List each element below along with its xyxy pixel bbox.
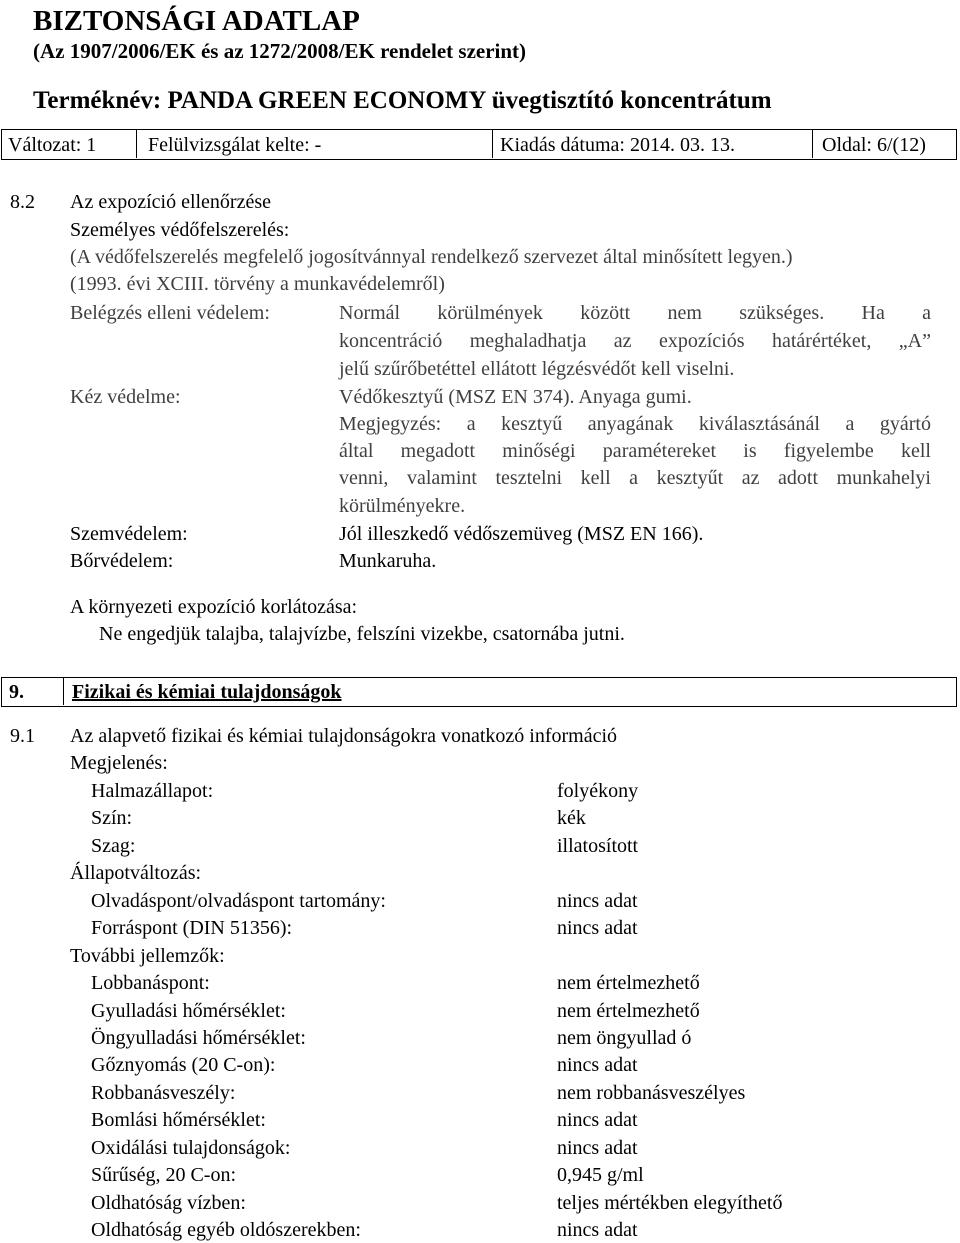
property-value: nem öngyullad ó (557, 1027, 692, 1049)
respiratory-label: Belégzés elleni védelem: (70, 302, 270, 324)
environmental-exposure-text: Ne engedjük talajba, talajvízbe, felszíni vizekbe, csatornába jutni. (99, 623, 625, 645)
divider (812, 130, 813, 158)
property-label: Lobbanáspont: (91, 972, 210, 994)
divider (136, 130, 137, 158)
eye-protection-text: Jól illeszkedő védőszemüveg (MSZ EN 166). (339, 523, 704, 545)
property-value: 0,945 g/ml (557, 1164, 644, 1186)
skin-protection-text: Munkaruha. (339, 550, 437, 572)
property-value: illatosított (557, 835, 639, 857)
state-change-heading: Állapotváltozás: (70, 862, 202, 884)
appearance-heading: Megjelenés: (70, 752, 168, 774)
document-title: BIZTONSÁGI ADATLAP (33, 5, 360, 37)
section-number: 8.2 (10, 191, 35, 213)
hand-protection-note: által megadott minőségi paramétereket is figyelembe kell (339, 440, 931, 462)
property-value: nem robbanásveszélyes (557, 1082, 746, 1104)
subsection-heading: Az alapvető fizikai és kémiai tulajdonságokra vonatkozó információ (70, 725, 618, 747)
property-label: Oldhatóság vízben: (91, 1192, 246, 1214)
further-properties-heading: További jellemzők: (70, 945, 225, 967)
skin-protection-label: Bőrvédelem: (70, 550, 174, 572)
respiratory-text: Normál körülmények között nem szükséges. Ha a (339, 302, 931, 324)
property-label: Halmazállapot: (91, 780, 214, 802)
section-heading: Az expozíció ellenőrzése (70, 191, 272, 213)
hand-protection-note: venni, valamint tesztelni kell a kesztyűt az adott munkahelyi (339, 467, 931, 489)
property-label: Gyulladási hőmérséklet: (91, 1000, 286, 1022)
hand-protection-note: körülményekre. (339, 495, 466, 517)
property-label: Olvadáspont/olvadáspont tartomány: (91, 890, 386, 912)
property-label: Gőznyomás (20 C-on): (91, 1054, 276, 1076)
property-value: nincs adat (557, 1137, 638, 1159)
property-value: nincs adat (557, 1109, 638, 1131)
property-value: nem értelmezhető (557, 972, 700, 994)
property-value: folyékony (557, 780, 639, 802)
issue-date: Kiadás dátuma: 2014. 03. 13. (500, 134, 735, 156)
version-label: Változat: 1 (8, 134, 97, 156)
eye-protection-label: Szemvédelem: (70, 523, 188, 545)
property-label: Szag: (91, 835, 136, 857)
regulation-subtitle: (Az 1907/2006/EK és az 1272/2008/EK rendelet szerint) (33, 39, 527, 63)
hand-protection-note: Megjegyzés: a kesztyű anyagának kiválasztásánál a gyártó (339, 413, 931, 435)
property-value: nincs adat (557, 1219, 638, 1241)
section-title: Fizikai és kémiai tulajdonságok (72, 681, 342, 703)
respiratory-text: koncentráció meghaladhatja az expozíciós határértéket, „A” (339, 330, 931, 352)
property-value: nincs adat (557, 917, 638, 939)
property-label: Forráspont (DIN 51356): (91, 917, 293, 939)
environmental-exposure-label: A környezeti expozíció korlátozása: (70, 596, 358, 618)
page-number: Oldal: 6/(12) (822, 134, 926, 156)
document-info-bar (1, 129, 957, 160)
ppe-note: (A védőfelszerelés megfelelő jogosítvánnyal rendelkező szervezet által minősített legyen.) (70, 246, 793, 268)
property-label: Öngyulladási hőmérséklet: (91, 1027, 306, 1049)
hand-protection-text: Védőkesztyű (MSZ EN 374). Anyaga gumi. (339, 386, 692, 408)
property-label: Bomlási hőmérséklet: (91, 1109, 266, 1131)
hand-protection-label: Kéz védelme: (70, 386, 181, 408)
property-value: teljes mértékben elegyíthető (557, 1192, 783, 1214)
revision-date: Felülvizsgálat kelte: - (148, 134, 322, 156)
property-value: kék (557, 807, 586, 829)
property-label: Sűrűség, 20 C-on: (91, 1164, 236, 1186)
property-label: Robbanásveszély: (91, 1082, 236, 1104)
ppe-label: Személyes védőfelszerelés: (70, 219, 290, 241)
divider (63, 678, 64, 705)
section-number: 9. (9, 681, 24, 703)
section-9-header (1, 677, 957, 707)
property-label: Szín: (91, 807, 133, 829)
product-name: Terméknév: PANDA GREEN ECONOMY üvegtisztító koncentrátum (33, 87, 772, 114)
property-value: nem értelmezhető (557, 1000, 700, 1022)
property-value: nincs adat (557, 890, 638, 912)
respiratory-text: jelű szűrőbetéttel ellátott légzésvédőt kell viselni. (339, 358, 735, 380)
property-label: Oldhatóság egyéb oldószerekben: (91, 1219, 361, 1241)
property-value: nincs adat (557, 1054, 638, 1076)
divider (492, 130, 493, 158)
subsection-number: 9.1 (10, 725, 35, 747)
ppe-note-law: (1993. évi XCIII. törvény a munkavédelemről) (70, 273, 445, 295)
property-label: Oxidálási tulajdonságok: (91, 1137, 291, 1159)
